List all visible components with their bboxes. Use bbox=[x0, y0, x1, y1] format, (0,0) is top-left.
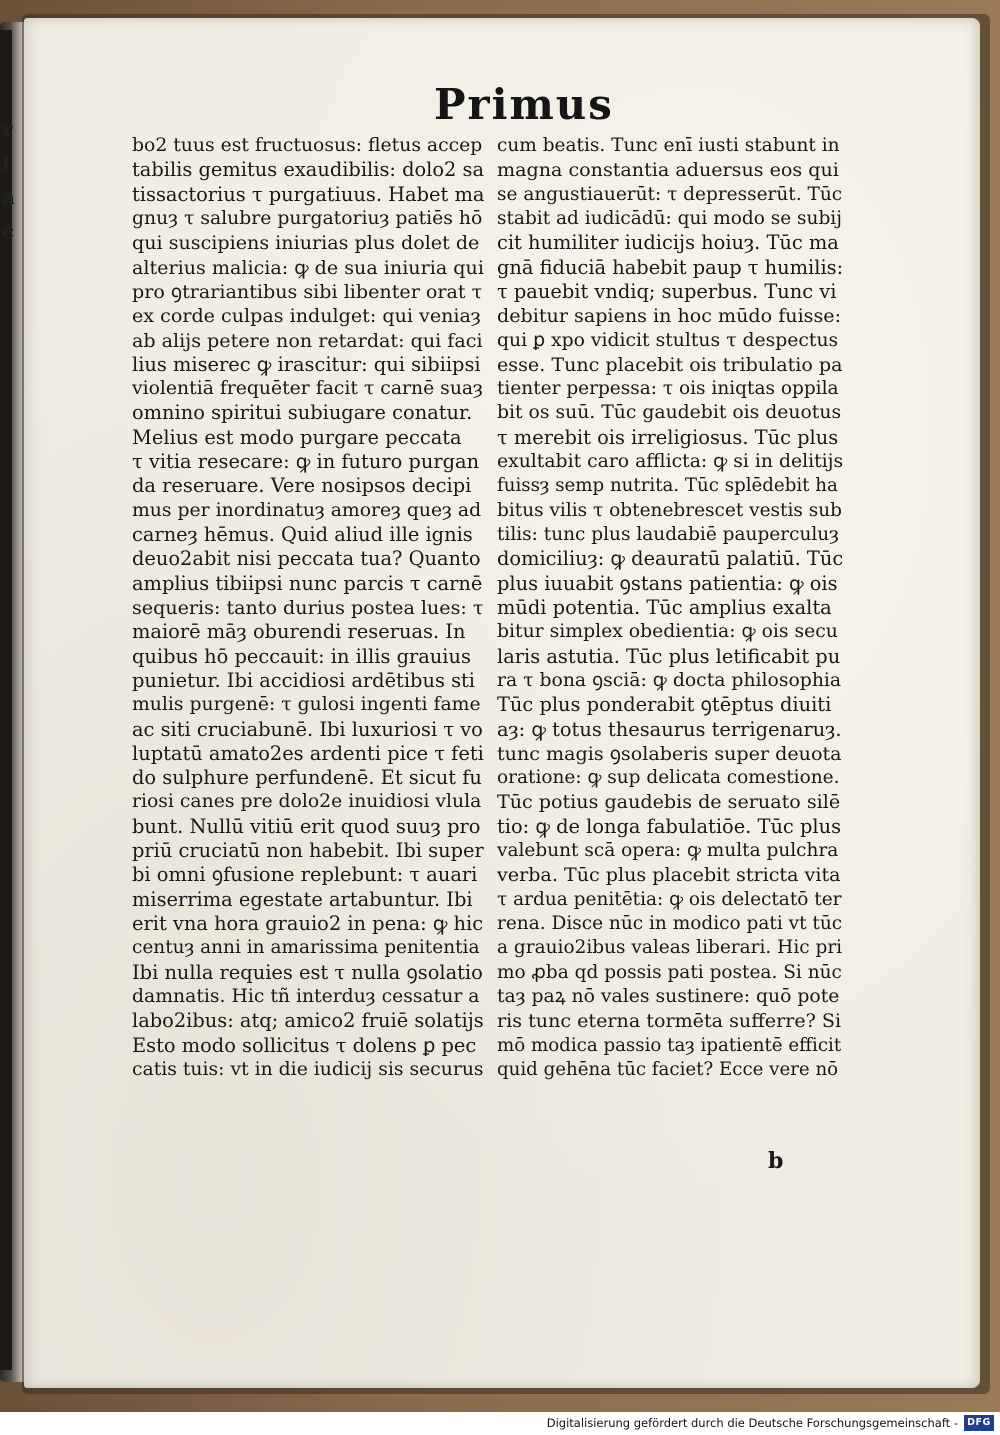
footer-credit: Digitalisierung gefördert durch die Deutsche Forschungsgemeinschaft - bbox=[546, 1416, 958, 1430]
facing-page-fragment bbox=[2, 112, 16, 248]
text-line: carneȝ hēmus. Quid aliud ille ignis bbox=[132, 523, 473, 546]
text-line: τ ardua penitētia: ꝙ ois delectatō ter bbox=[497, 888, 842, 910]
text-line: taȝ paꝝ nō vales sustinere: quō pote bbox=[497, 985, 840, 1007]
text-line: τ pauebit vndiq; superbus. Tunc vi bbox=[497, 279, 837, 303]
text-line: mūdi potentia. Tūc amplius exalta bbox=[497, 595, 832, 619]
text-line: punietur. Ibi accidiosi ardētibus sti bbox=[132, 668, 476, 692]
text-line: ris tunc eterna tormēta sufferre? Si bbox=[497, 1009, 842, 1033]
fragment-letter: c bbox=[2, 219, 15, 243]
text-line: luptatū amato2es ardenti pice τ feti bbox=[132, 741, 484, 765]
text-line: ra τ bona ꝯsciā: ꝙ docta philosophia bbox=[497, 669, 842, 691]
text-line: gnuȝ τ salubre purgatoriuȝ patiēs hō bbox=[132, 207, 483, 229]
text-line: rena. Disce nūc in modico pati vt tūc bbox=[497, 913, 843, 934]
text-line: gnā fiduciā habebit paup τ humilis: bbox=[497, 255, 844, 279]
text-line: catis tuis: vt in die iudicij sis securus bbox=[132, 1058, 484, 1080]
text-line: violentiā frequēter facit τ carnē suaȝ bbox=[132, 378, 483, 400]
text-line: do sulphure perfundenē. Et sicut fu bbox=[132, 766, 482, 790]
text-line: centuȝ anni in amarissima penitentia bbox=[132, 937, 480, 959]
text-line: Ibi nulla requies est τ nulla ꝯsolatio bbox=[132, 960, 483, 984]
text-line: oratione: ꝙ sup delicata comestione. bbox=[497, 767, 840, 789]
fragment-letter: l bbox=[2, 151, 10, 175]
text-line: maiorē māȝ oburendi reseruas. In bbox=[132, 620, 466, 644]
text-line: bit os suū. Tūc gaudebit ois deuotus bbox=[497, 402, 842, 424]
text-line: ac siti cruciabunē. Ibi luxuriosi τ vo bbox=[132, 717, 483, 741]
text-line: alterius malicia: ꝙ de sua iniuria qui bbox=[132, 255, 484, 279]
running-head: Primus bbox=[434, 80, 614, 129]
text-line: bunt. Nullū vitiū erit quod suuȝ pro bbox=[132, 814, 481, 838]
text-line: lius miserec ꝙ irascitur: qui sibiipsi bbox=[132, 352, 481, 376]
text-line: qui suscipiens iniurias plus dolet de bbox=[132, 231, 480, 255]
text-line: bi omni ꝯfusione replebunt: τ auari bbox=[132, 863, 478, 887]
text-line: esse. Tunc placebit ois tribulatio pa bbox=[497, 352, 843, 376]
fragment-letter: a bbox=[2, 185, 15, 209]
text-line: a grauio2ibus valeas liberari. Hic pri bbox=[497, 937, 843, 959]
text-line: ex corde culpas indulget: qui veniaȝ bbox=[132, 304, 481, 328]
text-line: τ merebit ois irreligiosus. Tūc plus bbox=[497, 425, 839, 449]
text-line: laris astutia. Tūc plus letificabit pu bbox=[497, 644, 841, 668]
text-line: omnino spiritui subiugare conatur. bbox=[132, 401, 473, 425]
text-line: τ vitia resecare: ꝙ in futuro purgan bbox=[132, 450, 480, 474]
text-line: quibus hō peccauit: in illis grauius bbox=[132, 644, 471, 668]
text-line: tio: ꝙ de longa fabulatiōe. Tūc plus bbox=[497, 814, 842, 838]
text-line: domiciliuȝ: ꝙ deauratū palatiū. Tūc bbox=[497, 547, 844, 571]
text-line: mō modica passio taȝ ipatientē efficit bbox=[497, 1034, 842, 1056]
text-line: bitur simplex obedientia: ꝙ ois secu bbox=[497, 621, 838, 643]
text-line: da reseruare. Vere nosipsos decipi bbox=[132, 474, 472, 498]
text-column-left bbox=[132, 134, 484, 1082]
text-line: verba. Tūc plus placebit stricta vita bbox=[497, 863, 841, 887]
text-line: tilis: tunc plus laudabiē pauperculuȝ bbox=[497, 524, 839, 545]
text-line: miserrima egestate artabuntur. Ibi bbox=[132, 887, 473, 911]
text-line: valebunt scā opera: ꝙ multa pulchra bbox=[497, 840, 839, 862]
text-line: Tūc plus ponderabit ꝯtēptus diuiti bbox=[497, 693, 832, 717]
text-line: stabit ad iudicādū: qui modo se subij bbox=[497, 207, 842, 229]
text-line: tabilis gemitus exaudibilis: dolo2 sa bbox=[132, 158, 485, 182]
fragment-letter: r bbox=[2, 117, 13, 141]
text-column-right bbox=[497, 134, 843, 1082]
dfg-logo: DFG bbox=[964, 1415, 994, 1431]
text-line: mo ꝓba qd possis pati postea. Si nūc bbox=[497, 961, 842, 983]
text-line: labo2ibus: atq; amico2 fruiē solatijs bbox=[132, 1009, 484, 1033]
text-line: ab alijs petere non retardat: qui faci bbox=[132, 328, 483, 352]
text-line: Esto modo sollicitus τ dolens ꝑ pec bbox=[132, 1033, 477, 1057]
text-line: deuo2abit nisi peccata tua? Quanto bbox=[132, 547, 481, 571]
text-line: Melius est modo purgare peccata bbox=[132, 425, 462, 449]
text-line: erit vna hora grauio2 in pena: ꝙ hic bbox=[132, 912, 484, 935]
text-line: cum beatis. Tunc enī iusti stabunt in bbox=[497, 135, 840, 156]
text-line: quid gehēna tūc faciet? Ecce vere nō bbox=[497, 1058, 839, 1080]
text-line: tienter perpessa: τ ois iniqtas oppila bbox=[497, 378, 839, 400]
text-line: damnatis. Hic tñ interduȝ cessatur a bbox=[132, 985, 480, 1007]
text-line: sequeris: tanto durius postea lues: τ bbox=[132, 595, 484, 619]
text-line: Tūc potius gaudebis de seruato silē bbox=[497, 790, 841, 814]
text-line: bo2 tuus est fructuosus: fletus accep bbox=[132, 135, 483, 156]
text-line: mulis purgenē: τ gulosi ingenti fame bbox=[132, 694, 481, 716]
text-line: tissactorius τ purgatiuus. Habet ma bbox=[132, 182, 485, 206]
text-line: exultabit caro afflicta: ꝙ si in delitijs bbox=[497, 451, 844, 473]
text-line: mus per inordinatuȝ amoreȝ queȝ ad bbox=[132, 499, 482, 521]
text-line: bitus vilis τ obtenebrescet vestis sub bbox=[497, 499, 843, 521]
book-page bbox=[24, 18, 980, 1388]
text-line: aȝ: ꝙ totus thesaurus terrigenaruȝ. bbox=[497, 717, 842, 741]
text-line: amplius tibiipsi nunc parcis τ carnē bbox=[132, 571, 483, 595]
text-line: riosi canes pre dolo2e inuidiosi vlula bbox=[132, 791, 482, 813]
text-line: plus iuuabit ꝯstans patientia: ꝙ ois bbox=[497, 571, 838, 595]
text-line: tunc magis ꝯsolaberis super deuota bbox=[497, 741, 842, 765]
text-line: magna constantia aduersus eos qui bbox=[497, 158, 839, 182]
text-line: qui ꝑ xpo vidicit stultus τ despectus bbox=[497, 329, 839, 351]
text-line: fuissȝ semp nutrita. Tūc splēdebit ha bbox=[497, 475, 838, 497]
text-line: debitur sapiens in hoc mūdo fuisse: bbox=[497, 304, 842, 328]
text-line: cit humiliter iudicijs hoiuȝ. Tūc ma bbox=[497, 231, 839, 255]
footer-bar bbox=[0, 1412, 1000, 1435]
signature-mark: b bbox=[768, 1148, 784, 1174]
text-line: se angustiauerūt: τ depresserūt. Tūc bbox=[497, 183, 843, 205]
text-line: priū cruciatū non habebit. Ibi super bbox=[132, 839, 484, 863]
text-line: pro ꝯtrariantibus sibi libenter orat τ bbox=[132, 279, 483, 303]
